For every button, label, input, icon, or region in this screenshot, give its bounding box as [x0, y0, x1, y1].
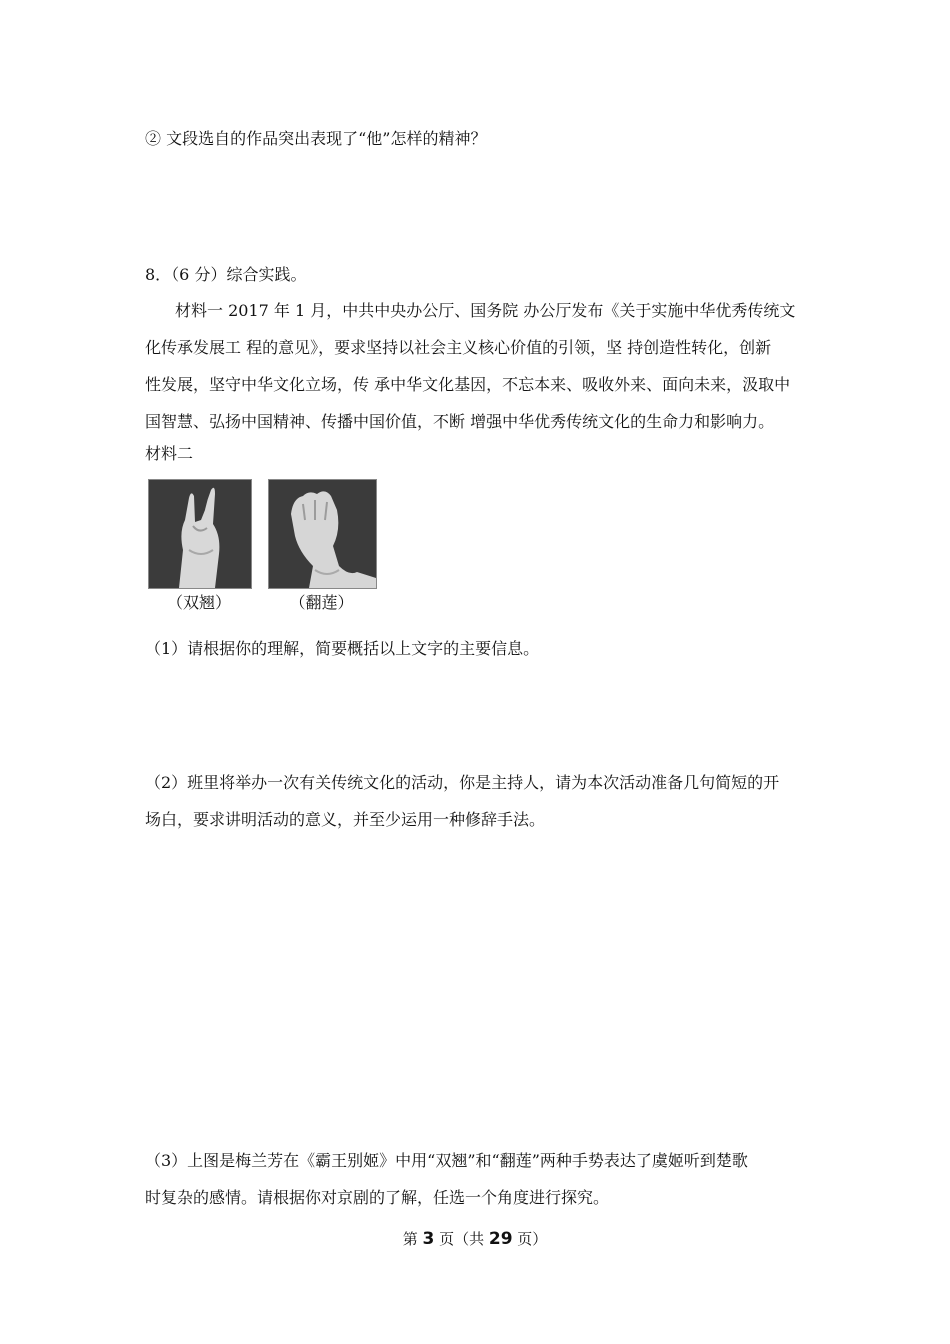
material-1 — [145, 292, 810, 440]
question-7-sub-2: ② 文段选自的作品突出表现了“他”怎样的精神？ — [145, 129, 487, 148]
material-2-label: 材料二 — [145, 444, 194, 463]
material-1-line: 性发展，坚守中华文化立场，传 承中华文化基因，不忘本来、吸收外来、面向未来，汲取中 — [145, 375, 791, 394]
question-8-sub-2-line: 场白，要求讲明活动的意义，并至少运用一种修辞手法。 — [145, 810, 546, 829]
page-total: 29 — [488, 1229, 513, 1249]
page-footer — [0, 1228, 950, 1249]
material-1-line: 化传承发展工 程的意见》，要求坚持以社会主义核心价值的引领，坚 持创造性转化，创新 — [145, 338, 772, 357]
hand-gesture-fanlian-image — [268, 479, 377, 589]
figure-caption: （双翘） — [166, 593, 231, 612]
question-8-sub-3 — [145, 1142, 810, 1216]
figure-caption: （翻莲） — [289, 593, 354, 612]
question-8-header: 8．（6 分）综合实践。 — [145, 265, 307, 284]
material-1-line: 国智慧、弘扬中国精神、传播中国价值，不断 增强中华优秀传统文化的生命力和影响力。 — [145, 412, 775, 431]
hand-gesture-shuangqiao-image — [148, 479, 252, 589]
question-8-sub-2 — [145, 764, 810, 838]
footer-suffix: 页） — [512, 1230, 548, 1248]
question-8-sub-3-line: 时复杂的感情。请根据你对京剧的了解，任选一个角度进行探究。 — [145, 1188, 610, 1207]
question-8-sub-1: （1）请根据你的理解，简要概括以上文字的主要信息。 — [145, 639, 540, 658]
footer-middle: 页（共 — [434, 1230, 489, 1248]
question-8-sub-3-line: （3）上图是梅兰芳在《霸王别姬》中用“双翘”和“翻莲”两种手势表达了虞姬听到楚歌 — [145, 1151, 748, 1170]
hand-gesture-fanlian-icon — [269, 480, 376, 588]
footer-prefix: 第 — [402, 1230, 423, 1248]
question-8-sub-2-line: （2）班里将举办一次有关传统文化的活动，你是主持人，请为本次活动准备几句简短的开 — [145, 773, 780, 792]
page-number: 3 — [422, 1229, 435, 1249]
material-1-line: 材料一 2017 年 1 月，中共中央办公厅、国务院 办公厅发布《关于实施中华优秀传统文 — [175, 301, 796, 320]
hand-gesture-shuangqiao-icon — [149, 480, 251, 588]
